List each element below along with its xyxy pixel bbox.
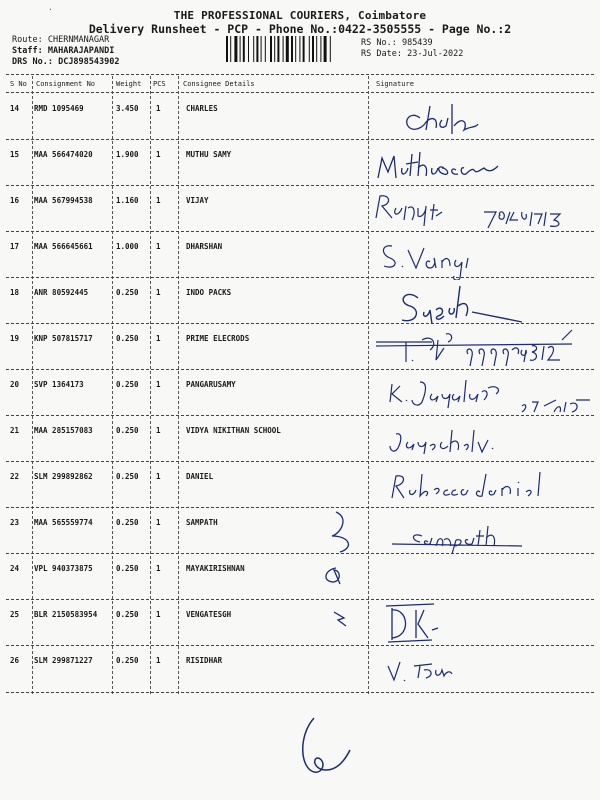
row-consignee: MAYAKIRISHNAN <box>186 564 245 573</box>
row-consignee: DANIEL <box>186 472 214 481</box>
route-line <box>12 35 120 46</box>
barcode-bar <box>330 36 331 62</box>
row-weight: 0.250 <box>116 288 139 297</box>
row-pcs: 1 <box>156 150 161 159</box>
barcode-bar <box>261 36 262 62</box>
row-weight: 0.250 <box>116 610 139 619</box>
row-consignment: MAA 566645661 <box>34 242 93 251</box>
barcode-bar <box>277 36 279 62</box>
row-consignee: CHARLES <box>186 104 218 113</box>
drs-value: DCJ898543902 <box>58 57 120 67</box>
barcode-bar <box>234 36 237 62</box>
column-header-weight: Weight <box>116 80 142 88</box>
runsheet-subtitle: Delivery Runsheet - PCP - Phone No.:0422-3505555 - Page No.:2 <box>88 22 512 36</box>
barcode-bar <box>283 36 284 62</box>
barcode-icon <box>225 36 353 62</box>
barcode-bar <box>243 36 245 62</box>
row-weight: 1.160 <box>116 196 139 205</box>
rs-no-value: 985439 <box>401 38 433 48</box>
row-consignment: MAA 565559774 <box>34 518 93 527</box>
barcode-bar <box>286 36 289 62</box>
column-header-sno: S No <box>10 80 27 88</box>
rs-date-line <box>361 49 463 60</box>
row-pcs: 1 <box>156 334 161 343</box>
barcode-bar <box>316 36 317 62</box>
row-pcs: 1 <box>156 196 161 205</box>
barcode-bar <box>274 36 275 62</box>
row-weight: 1.900 <box>116 150 139 159</box>
barcode-bar <box>270 36 272 62</box>
row-consignee: INDO PACKS <box>186 288 232 297</box>
row-consignment: RMD 1095469 <box>34 104 84 113</box>
column-header-consignment: Consignment No <box>36 80 96 88</box>
column-header-signature: Signature <box>376 80 414 88</box>
row-pcs: 1 <box>156 380 161 389</box>
header-left-block <box>12 35 120 68</box>
signature-vidya-nikithan-school <box>372 418 594 462</box>
row-weight: 0.250 <box>116 564 139 573</box>
signature-prime-elecrods <box>372 326 594 370</box>
row-weight: 0.250 <box>116 426 139 435</box>
row-pcs: 1 <box>156 242 161 251</box>
column-header-rule <box>6 92 594 93</box>
row-sno: 15 <box>10 150 20 159</box>
row-consignment: VPL 940373875 <box>34 564 93 573</box>
barcode-bar <box>312 36 314 62</box>
drs-line <box>12 57 120 68</box>
rs-date-value: 23-Jul-2022 <box>407 49 464 59</box>
rs-no-line <box>361 38 463 49</box>
route-value: CHERNMANAGAR <box>47 35 110 45</box>
row-pcs: 1 <box>156 104 161 113</box>
row-consignee: VIDYA NIKITHAN SCHOOL <box>186 426 281 435</box>
row-weight: 1.000 <box>116 242 139 251</box>
row-consignment: MAA 567994538 <box>34 196 93 205</box>
row-consignment: MAA 285157083 <box>34 426 93 435</box>
row-pcs: 1 <box>156 472 161 481</box>
row-pcs: 1 <box>156 656 161 665</box>
barcode-bar <box>226 36 228 62</box>
header-rule <box>6 74 594 75</box>
row-consignee: PANGARUSAMY <box>186 380 236 389</box>
row-weight: 0.250 <box>116 472 139 481</box>
row-pcs: 1 <box>156 610 161 619</box>
drs-label: DRS No.: <box>12 57 53 67</box>
signature-vijay <box>372 190 594 234</box>
signature-pangarusamy <box>372 372 594 416</box>
barcode-bar <box>253 36 254 62</box>
barcode-bar <box>295 36 296 62</box>
signature-dharshan <box>372 236 594 280</box>
row-sno: 19 <box>10 334 20 343</box>
barcode-bar <box>324 36 327 62</box>
row-consignee: RISIDHAR <box>186 656 223 665</box>
row-weight: 0.250 <box>116 518 139 527</box>
barcode-bar <box>265 36 266 62</box>
row-consignee: PRIME ELECRODS <box>186 334 250 343</box>
row-sno: 21 <box>10 426 20 435</box>
row-consignment: BLR 2150583954 <box>34 610 98 619</box>
header-right-block <box>361 38 463 60</box>
signature-daniel <box>372 464 594 508</box>
handwritten-margin-marks <box>310 508 370 628</box>
barcode-bar <box>248 36 249 62</box>
signature-indo-packs <box>372 284 594 328</box>
row-sno: 14 <box>10 104 20 113</box>
row-pcs: 1 <box>156 288 161 297</box>
bottom-handwritten-mark <box>292 712 362 782</box>
scan-speck: · <box>48 5 53 14</box>
staff-label: Staff: <box>12 46 43 56</box>
row-weight: 0.250 <box>116 334 139 343</box>
row-sno: 18 <box>10 288 20 297</box>
rs-no-label: RS No.: <box>361 38 397 48</box>
barcode-bar <box>303 36 305 62</box>
column-header-consignee: Consignee Details <box>183 80 255 88</box>
signature-muthusamy <box>372 142 594 186</box>
row-sno: 22 <box>10 472 20 481</box>
row-consignment: SVP 1364173 <box>34 380 84 389</box>
row-consignment: KNP 507815717 <box>34 334 93 343</box>
row-pcs: 1 <box>156 518 161 527</box>
row-consignment: MAA 566474020 <box>34 150 93 159</box>
row-weight: 3.450 <box>116 104 139 113</box>
row-sno: 23 <box>10 518 20 527</box>
row-consignment: ANR 80592445 <box>34 288 89 297</box>
row-consignee: VIJAY <box>186 196 209 205</box>
row-sno: 20 <box>10 380 20 389</box>
row-consignee: SAMPATH <box>186 518 218 527</box>
row-sno: 16 <box>10 196 20 205</box>
barcode-bar <box>320 36 321 62</box>
route-label: Route: <box>12 35 43 45</box>
row-consignment: SLM 299871227 <box>34 656 93 665</box>
barcode-bar <box>309 36 310 62</box>
column-header-pcs: PCS <box>153 80 166 88</box>
barcode-bar <box>256 36 258 62</box>
row-rule <box>6 692 594 693</box>
table-row <box>0 554 600 600</box>
staff-line <box>12 46 120 57</box>
signature-sampath <box>372 512 594 556</box>
signature-charles <box>372 96 594 140</box>
signature-risidhar <box>372 646 594 690</box>
barcode-bar <box>291 36 293 62</box>
row-pcs: 1 <box>156 426 161 435</box>
row-sno: 24 <box>10 564 20 573</box>
page-title: THE PROFESSIONAL COURIERS, Coimbatore <box>173 9 427 22</box>
row-weight: 0.250 <box>116 380 139 389</box>
row-sno: 26 <box>10 656 20 665</box>
row-sno: 17 <box>10 242 20 251</box>
row-consignee: DHARSHAN <box>186 242 223 251</box>
row-consignee: MUTHU SAMY <box>186 150 232 159</box>
barcode-bar <box>299 36 300 62</box>
barcode-bar <box>240 36 241 62</box>
row-weight: 0.250 <box>116 656 139 665</box>
row-consignment: SLM 299892862 <box>34 472 93 481</box>
row-consignee: VENGATESGH <box>186 610 232 619</box>
row-sno: 25 <box>10 610 20 619</box>
signature-vengatesgh <box>372 600 594 644</box>
staff-value: MAHARAJAPANDI <box>47 46 115 56</box>
row-pcs: 1 <box>156 564 161 573</box>
rs-date-label: RS Date: <box>361 49 402 59</box>
barcode-bar <box>230 36 231 62</box>
